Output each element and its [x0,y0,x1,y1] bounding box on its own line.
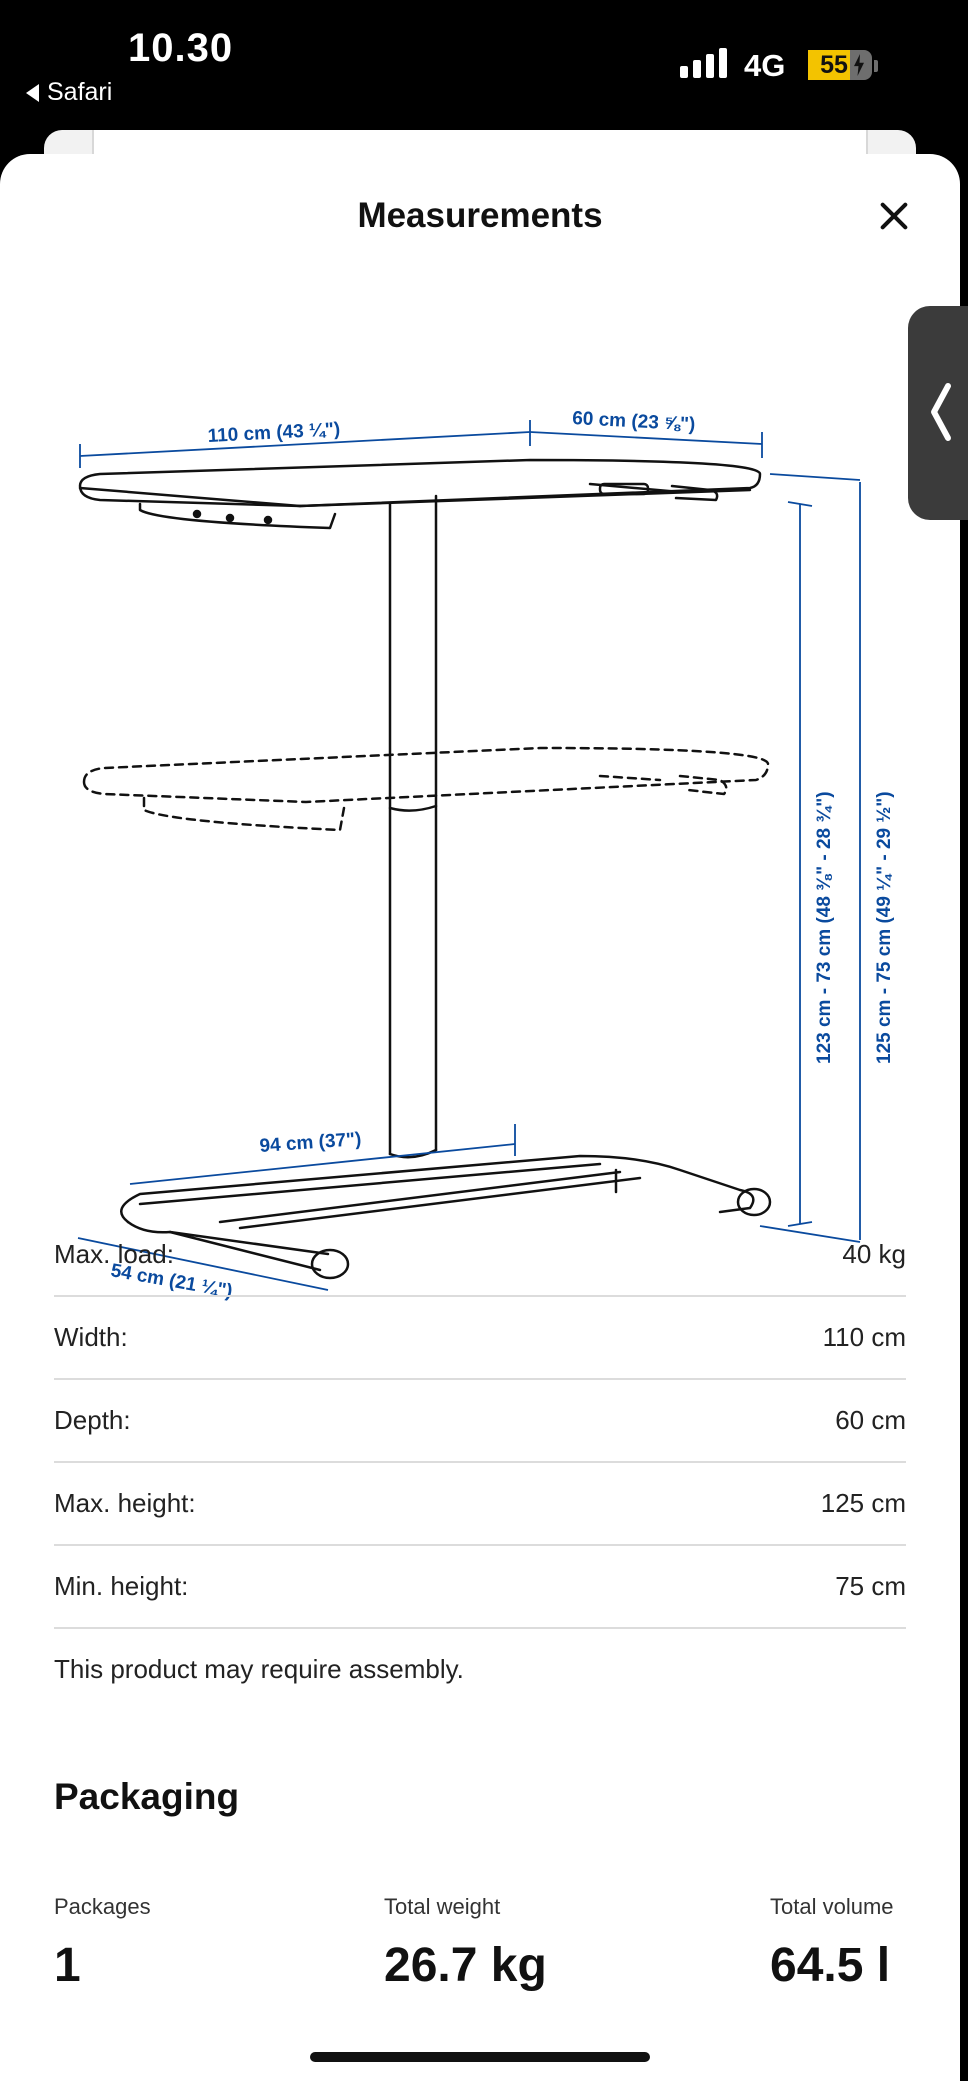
packages-stat [54,1894,151,1993]
spec-label: Min. height: [54,1571,189,1601]
base-width-label: 94 cm (37") [258,1128,363,1157]
spec-row-max-height [54,1463,906,1546]
back-triangle-icon [26,84,39,102]
depth-label: 60 cm (23 ⅝") [571,408,696,436]
spec-value: 125 cm [820,1488,906,1518]
spec-label: Max. load: [54,1239,174,1269]
volume-label: Total volume [770,1894,894,1919]
spec-row-depth [54,1380,906,1463]
total-height-label: 125 cm - 75 cm (49 ¼" - 29 ½") [874,791,895,1064]
battery-level: 55 [820,51,848,79]
spec-value: 60 cm [835,1405,906,1435]
status-bar [0,0,960,140]
width-label: 110 cm (43 ¼") [207,419,341,447]
spec-row-min-height [54,1546,906,1629]
weight-value: 26.7 kg [384,1939,547,1992]
side-panel-tab[interactable] [908,306,968,520]
back-to-app-link[interactable] [26,78,112,107]
top-height-label: 123 cm - 73 cm (48 ⅜" - 28 ¾") [814,791,835,1064]
desk-drawing [80,460,770,1278]
spec-value: 75 cm [835,1571,906,1601]
base-depth-label: 54 cm (21 ¼") [109,1260,234,1303]
close-icon[interactable] [872,194,916,238]
spec-label: Depth: [54,1405,131,1435]
chevron-left-icon [928,382,954,442]
volume-value: 64.5 l [770,1939,891,1992]
spec-label: Width: [54,1322,128,1352]
weight-label: Total weight [384,1894,501,1919]
measurements-sheet [0,154,960,2081]
spec-value: 110 cm [822,1322,906,1352]
sheet-title: Measurements [357,196,603,235]
assembly-note: This product may require assembly. [54,1654,464,1684]
status-time: 10.30 [128,26,234,70]
spec-label: Max. height: [54,1488,196,1518]
weight-stat [384,1894,547,1993]
packages-value: 1 [54,1939,81,1992]
spec-row-max-load [54,1214,906,1297]
battery-nub [874,60,878,72]
back-app-label: Safari [47,78,113,106]
home-indicator[interactable] [310,2052,650,2062]
spec-value: 40 kg [842,1239,906,1269]
spec-list [54,1214,906,1629]
packaging-title: Packaging [54,1776,240,1817]
battery-icon [808,50,872,80]
spec-row-width [54,1297,906,1380]
cellular-signal-icon [680,48,727,78]
dimension-lines [78,420,860,1290]
volume-stat [770,1894,894,1993]
network-type: 4G [744,48,786,83]
packages-label: Packages [54,1894,151,1919]
dimension-labels [109,408,895,1302]
